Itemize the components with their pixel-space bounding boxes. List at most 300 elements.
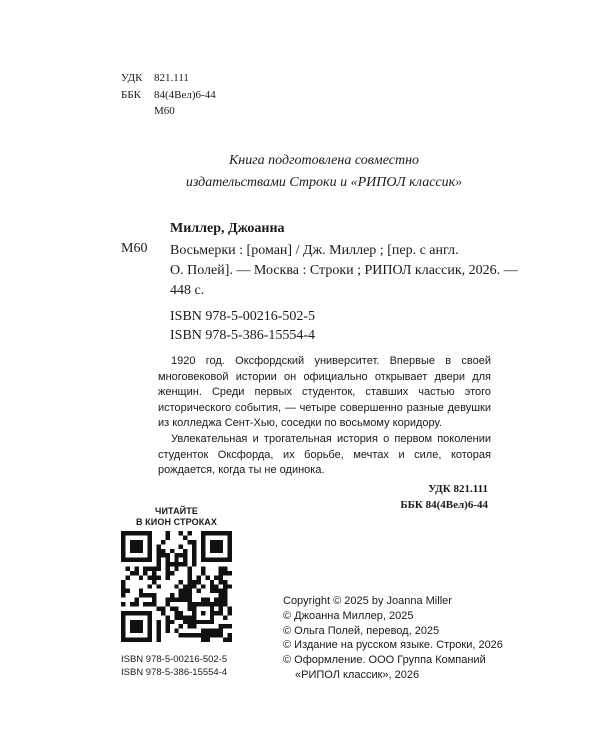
qr-module: [148, 575, 152, 579]
qr-module: [183, 553, 187, 557]
qr-module: [219, 589, 223, 593]
qr-module: [121, 620, 125, 624]
qr-module: [228, 638, 232, 642]
qr-module: [134, 602, 138, 606]
qr-module: [205, 558, 209, 562]
qr-module: [192, 611, 196, 615]
qr-module: [134, 624, 138, 628]
qr-module: [143, 531, 147, 535]
qr-module: [165, 562, 169, 566]
qr-module: [174, 553, 178, 557]
qr-module: [139, 638, 143, 642]
qr-module: [183, 633, 187, 637]
qr-module: [139, 629, 143, 633]
qr-module: [183, 598, 187, 602]
qr-label: [121, 506, 232, 528]
qr-module: [219, 606, 223, 610]
qr-module: [170, 606, 174, 610]
qr-module: [121, 589, 125, 593]
qr-module: [148, 629, 152, 633]
qr-module: [179, 544, 183, 548]
qr-module: [170, 549, 174, 553]
qr-module: [148, 544, 152, 548]
qr-module: [165, 575, 169, 579]
qr-module: [183, 562, 187, 566]
qr-module: [201, 633, 205, 637]
qr-module: [188, 633, 192, 637]
qr-module: [170, 562, 174, 566]
qr-module: [219, 633, 223, 637]
qr-module: [134, 611, 138, 615]
qr-module: [130, 629, 134, 633]
qr-module: [201, 544, 205, 548]
qr-module: [214, 611, 218, 615]
udk-right: УДК 821.111: [428, 483, 488, 495]
qr-module: [148, 558, 152, 562]
qr-module: [179, 562, 183, 566]
author-heading: Миллер, Джоанна: [170, 221, 285, 236]
catalog-author-sign: [121, 103, 216, 120]
qr-module: [210, 611, 214, 615]
qr-module: [161, 549, 165, 553]
qr-module: [174, 606, 178, 610]
isbn-small-2: ISBN 978-5-386-15554-4: [121, 667, 228, 678]
qr-module: [196, 580, 200, 584]
qr-module: [183, 593, 187, 597]
qr-module: [165, 620, 169, 624]
qr-module: [219, 571, 223, 575]
qr-module: [210, 629, 214, 633]
qr-module: [125, 575, 129, 579]
qr-module: [196, 589, 200, 593]
qr-module: [179, 611, 183, 615]
qr-module: [157, 606, 161, 610]
qr-module: [201, 602, 205, 606]
qr-module: [134, 544, 138, 548]
qr-module: [130, 611, 134, 615]
qr-module: [214, 575, 218, 579]
qr-module: [201, 598, 205, 602]
qr-module: [125, 531, 129, 535]
qr-module: [157, 567, 161, 571]
qr-module: [192, 620, 196, 624]
catalog-author-sign-value: М60: [154, 105, 175, 117]
qr-module: [192, 615, 196, 619]
qr-module: [161, 553, 165, 557]
catalog-bbk-key: ББК: [121, 88, 141, 101]
annotation: [158, 354, 491, 479]
qr-module: [188, 580, 192, 584]
qr-module: [134, 540, 138, 544]
qr-module: [134, 558, 138, 562]
qr-module: [157, 558, 161, 562]
qr-module: [228, 611, 232, 615]
qr-module: [210, 606, 214, 610]
qr-module: [148, 620, 152, 624]
qr-module: [228, 549, 232, 553]
qr-module: [188, 567, 192, 571]
qr-module: [139, 531, 143, 535]
qr-module: [219, 602, 223, 606]
qr-module: [196, 620, 200, 624]
qr-module: [139, 593, 143, 597]
qr-module: [157, 584, 161, 588]
annotation-paragraph-2: Увлекательная и трогательная история о первом поколении студенток Оксфорда, их борьбе, мечтах и силе, которая рождается, когда ты не одинока.: [158, 432, 491, 477]
qr-module: [183, 535, 187, 539]
qr-module: [183, 615, 187, 619]
qr-module: [174, 615, 178, 619]
qr-module: [188, 620, 192, 624]
qr-module: [205, 638, 209, 642]
qr-module: [219, 549, 223, 553]
qr-module: [228, 544, 232, 548]
qr-module: [165, 531, 169, 535]
qr-module: [219, 580, 223, 584]
qr-module: [179, 580, 183, 584]
qr-module: [192, 633, 196, 637]
qr-module: [143, 638, 147, 642]
qr-module: [152, 598, 156, 602]
qr-module: [223, 531, 227, 535]
qr-module: [205, 602, 209, 606]
qr-module: [188, 575, 192, 579]
qr-module: [139, 575, 143, 579]
qr-module: [170, 598, 174, 602]
qr-module: [134, 531, 138, 535]
qr-module: [174, 611, 178, 615]
qr-module: [121, 638, 125, 642]
qr-module: [214, 629, 218, 633]
qr-module: [219, 567, 223, 571]
qr-module: [188, 540, 192, 544]
catalog-bbk: [121, 87, 216, 104]
qr-module: [201, 620, 205, 624]
qr-module: [165, 571, 169, 575]
qr-module: [165, 615, 169, 619]
isbn-small-1: ISBN 978-5-00216-502-5: [121, 654, 228, 665]
qr-module: [223, 624, 227, 628]
qr-module: [201, 540, 205, 544]
qr-module: [121, 544, 125, 548]
qr-module: [228, 540, 232, 544]
qr-module: [201, 584, 205, 588]
qr-module: [219, 611, 223, 615]
qr-module: [223, 567, 227, 571]
qr-module: [192, 562, 196, 566]
qr-module: [134, 638, 138, 642]
qr-module: [130, 638, 134, 642]
qr-module: [179, 553, 183, 557]
qr-module: [210, 580, 214, 584]
qr-module: [148, 638, 152, 642]
qr-module: [143, 571, 147, 575]
qr-module: [134, 629, 138, 633]
qr-label-line1: ЧИТАЙТЕ: [155, 506, 198, 516]
qr-module: [183, 620, 187, 624]
qr-module: [157, 562, 161, 566]
qr-module: [157, 620, 161, 624]
qr-module: [179, 615, 183, 619]
qr-module: [121, 633, 125, 637]
qr-module: [165, 598, 169, 602]
qr-module: [196, 633, 200, 637]
qr-module: [130, 540, 134, 544]
bib-line-1: Восьмерки : [роман] / Дж. Миллер ; [пер. с англ.: [170, 243, 459, 258]
qr-module: [219, 558, 223, 562]
qr-module: [192, 580, 196, 584]
qr-module: [223, 598, 227, 602]
qr-module: [121, 593, 125, 597]
qr-module: [205, 620, 209, 624]
qr-module: [223, 589, 227, 593]
qr-module: [205, 575, 209, 579]
publisher-note-line1: Книга подготовлена совместно: [228, 153, 420, 168]
qr-module: [130, 571, 134, 575]
qr-module: [121, 535, 125, 539]
qr-module: [165, 553, 169, 557]
qr-module: [174, 567, 178, 571]
qr-module: [161, 540, 165, 544]
qr-module: [223, 638, 227, 642]
qr-module: [170, 571, 174, 575]
qr-module: [161, 611, 165, 615]
bibliographic-description: [170, 241, 518, 301]
qr-module: [148, 549, 152, 553]
qr-module: [121, 531, 125, 535]
qr-module: [192, 606, 196, 610]
copyright-line-5: © Оформление. ООО Группа Компаний: [283, 654, 486, 667]
qr-module: [214, 540, 218, 544]
qr-module: [196, 575, 200, 579]
qr-module: [219, 593, 223, 597]
qr-module: [223, 584, 227, 588]
qr-module: [179, 624, 183, 628]
annotation-paragraph-1: 1920 год. Оксфордский университет. Впервые в своей многовековой истории он официально открывает двери для женщин. Среди первых студенток, ставших частью этого исторического события, — четыре совершенно разные девушки из колледжа Сент-Хью, соседки по восьмому коридору.: [158, 355, 491, 430]
isbn-block: [170, 307, 315, 345]
qr-module: [210, 531, 214, 535]
qr-module: [130, 531, 134, 535]
qr-module: [201, 611, 205, 615]
qr-module: [152, 575, 156, 579]
qr-module: [139, 611, 143, 615]
qr-module: [183, 589, 187, 593]
qr-module: [188, 615, 192, 619]
qr-module: [214, 633, 218, 637]
qr-module: [205, 633, 209, 637]
qr-module: [139, 544, 143, 548]
catalog-bbk-value: 84(4Вел)6-44: [154, 88, 216, 101]
qr-module: [192, 544, 196, 548]
qr-module: [148, 615, 152, 619]
qr-module: [139, 589, 143, 593]
qr-module: [183, 584, 187, 588]
qr-module: [125, 611, 129, 615]
qr-module: [205, 598, 209, 602]
qr-module: [174, 629, 178, 633]
qr-module: [201, 535, 205, 539]
qr-module: [219, 575, 223, 579]
qr-module: [188, 589, 192, 593]
qr-module: [139, 624, 143, 628]
qr-module: [183, 549, 187, 553]
qr-module: [165, 602, 169, 606]
qr-module: [228, 584, 232, 588]
qr-module: [188, 584, 192, 588]
qr-module: [134, 549, 138, 553]
qr-module: [223, 558, 227, 562]
qr-module: [125, 638, 129, 642]
qr-module: [148, 535, 152, 539]
qr-module: [143, 611, 147, 615]
qr-module: [165, 624, 169, 628]
qr-module: [143, 593, 147, 597]
qr-module: [219, 629, 223, 633]
copyright-line-6: «РИПОЛ классик», 2026: [295, 668, 420, 681]
qr-module: [130, 544, 134, 548]
qr-module: [139, 549, 143, 553]
qr-module: [219, 531, 223, 535]
qr-module: [121, 629, 125, 633]
qr-module: [192, 549, 196, 553]
qr-module: [214, 589, 218, 593]
qr-code[interactable]: [121, 531, 232, 642]
qr-module: [143, 567, 147, 571]
qr-module: [179, 633, 183, 637]
copyright-line-1: Copyright © 2025 by Joanna Miller: [283, 595, 452, 607]
qr-module: [130, 558, 134, 562]
author-sign: М60: [121, 241, 148, 256]
qr-module: [121, 549, 125, 553]
qr-module: [210, 615, 214, 619]
qr-module: [157, 575, 161, 579]
publisher-note: [180, 150, 468, 194]
copyright-line-3: © Ольга Полей, перевод, 2025: [283, 624, 440, 637]
qr-module: [152, 571, 156, 575]
qr-module: [157, 549, 161, 553]
qr-module: [214, 602, 218, 606]
qr-module: [219, 624, 223, 628]
qr-module: [121, 584, 125, 588]
qr-module: [139, 620, 143, 624]
qr-module: [179, 589, 183, 593]
qr-module: [152, 602, 156, 606]
qr-module: [201, 558, 205, 562]
qr-module: [210, 620, 214, 624]
catalog-udk: [121, 70, 216, 87]
qr-module: [170, 620, 174, 624]
qr-module: [223, 593, 227, 597]
qr-module: [228, 606, 232, 610]
qr-module: [148, 567, 152, 571]
qr-module: [157, 624, 161, 628]
qr-module: [188, 571, 192, 575]
qr-module: [188, 624, 192, 628]
catalog-author-sign-key: [121, 103, 154, 120]
isbn-small-block: [121, 653, 227, 679]
qr-module: [214, 531, 218, 535]
qr-module: [210, 558, 214, 562]
qr-module: [219, 598, 223, 602]
bib-line-3: 448 с.: [170, 283, 205, 298]
qr-module: [214, 549, 218, 553]
qr-module: [179, 593, 183, 597]
qr-module: [228, 558, 232, 562]
publisher-note-line2: издательствами Строки и «РИПОЛ классик»: [185, 175, 463, 190]
qr-module: [143, 602, 147, 606]
qr-module: [148, 584, 152, 588]
qr-module: [134, 567, 138, 571]
qr-module: [157, 629, 161, 633]
qr-module: [157, 544, 161, 548]
qr-module: [223, 602, 227, 606]
qr-module: [192, 540, 196, 544]
qr-module: [188, 531, 192, 535]
qr-module: [188, 598, 192, 602]
qr-module: [188, 606, 192, 610]
copyright-line-2: © Джоанна Миллер, 2025: [283, 609, 414, 622]
isbn-1: ISBN 978-5-00216-502-5: [170, 309, 316, 324]
qr-module: [214, 584, 218, 588]
qr-module: [223, 580, 227, 584]
qr-module: [165, 629, 169, 633]
qr-module: [210, 540, 214, 544]
qr-module: [148, 593, 152, 597]
qr-module: [121, 558, 125, 562]
qr-module: [161, 606, 165, 610]
qr-module: [165, 567, 169, 571]
catalog-codes-right: [400, 482, 488, 513]
qr-module: [165, 535, 169, 539]
qr-module: [121, 624, 125, 628]
copyright-block: [283, 594, 503, 683]
qr-module: [192, 584, 196, 588]
qr-module: [201, 567, 205, 571]
qr-module: [148, 531, 152, 535]
qr-module: [179, 531, 183, 535]
qr-module: [121, 580, 125, 584]
qr-module: [121, 553, 125, 557]
qr-module: [170, 593, 174, 597]
qr-module: [183, 558, 187, 562]
qr-module: [201, 549, 205, 553]
qr-module: [228, 633, 232, 637]
qr-module: [121, 615, 125, 619]
qr-module: [179, 598, 183, 602]
qr-module: [210, 584, 214, 588]
qr-module: [174, 598, 178, 602]
qr-module: [130, 624, 134, 628]
qr-module: [228, 571, 232, 575]
qr-module: [174, 584, 178, 588]
qr-module: [205, 629, 209, 633]
qr-module: [219, 544, 223, 548]
qr-module: [192, 602, 196, 606]
qr-module: [196, 602, 200, 606]
qr-module: [139, 540, 143, 544]
qr-module: [139, 558, 143, 562]
qr-module: [157, 638, 161, 642]
qr-module: [201, 553, 205, 557]
qr-module: [188, 593, 192, 597]
qr-module: [210, 633, 214, 637]
qr-module: [214, 598, 218, 602]
qr-module: [152, 593, 156, 597]
qr-module: [134, 571, 138, 575]
qr-module: [134, 620, 138, 624]
qr-module: [214, 558, 218, 562]
qr-module: [148, 553, 152, 557]
qr-module: [228, 531, 232, 535]
